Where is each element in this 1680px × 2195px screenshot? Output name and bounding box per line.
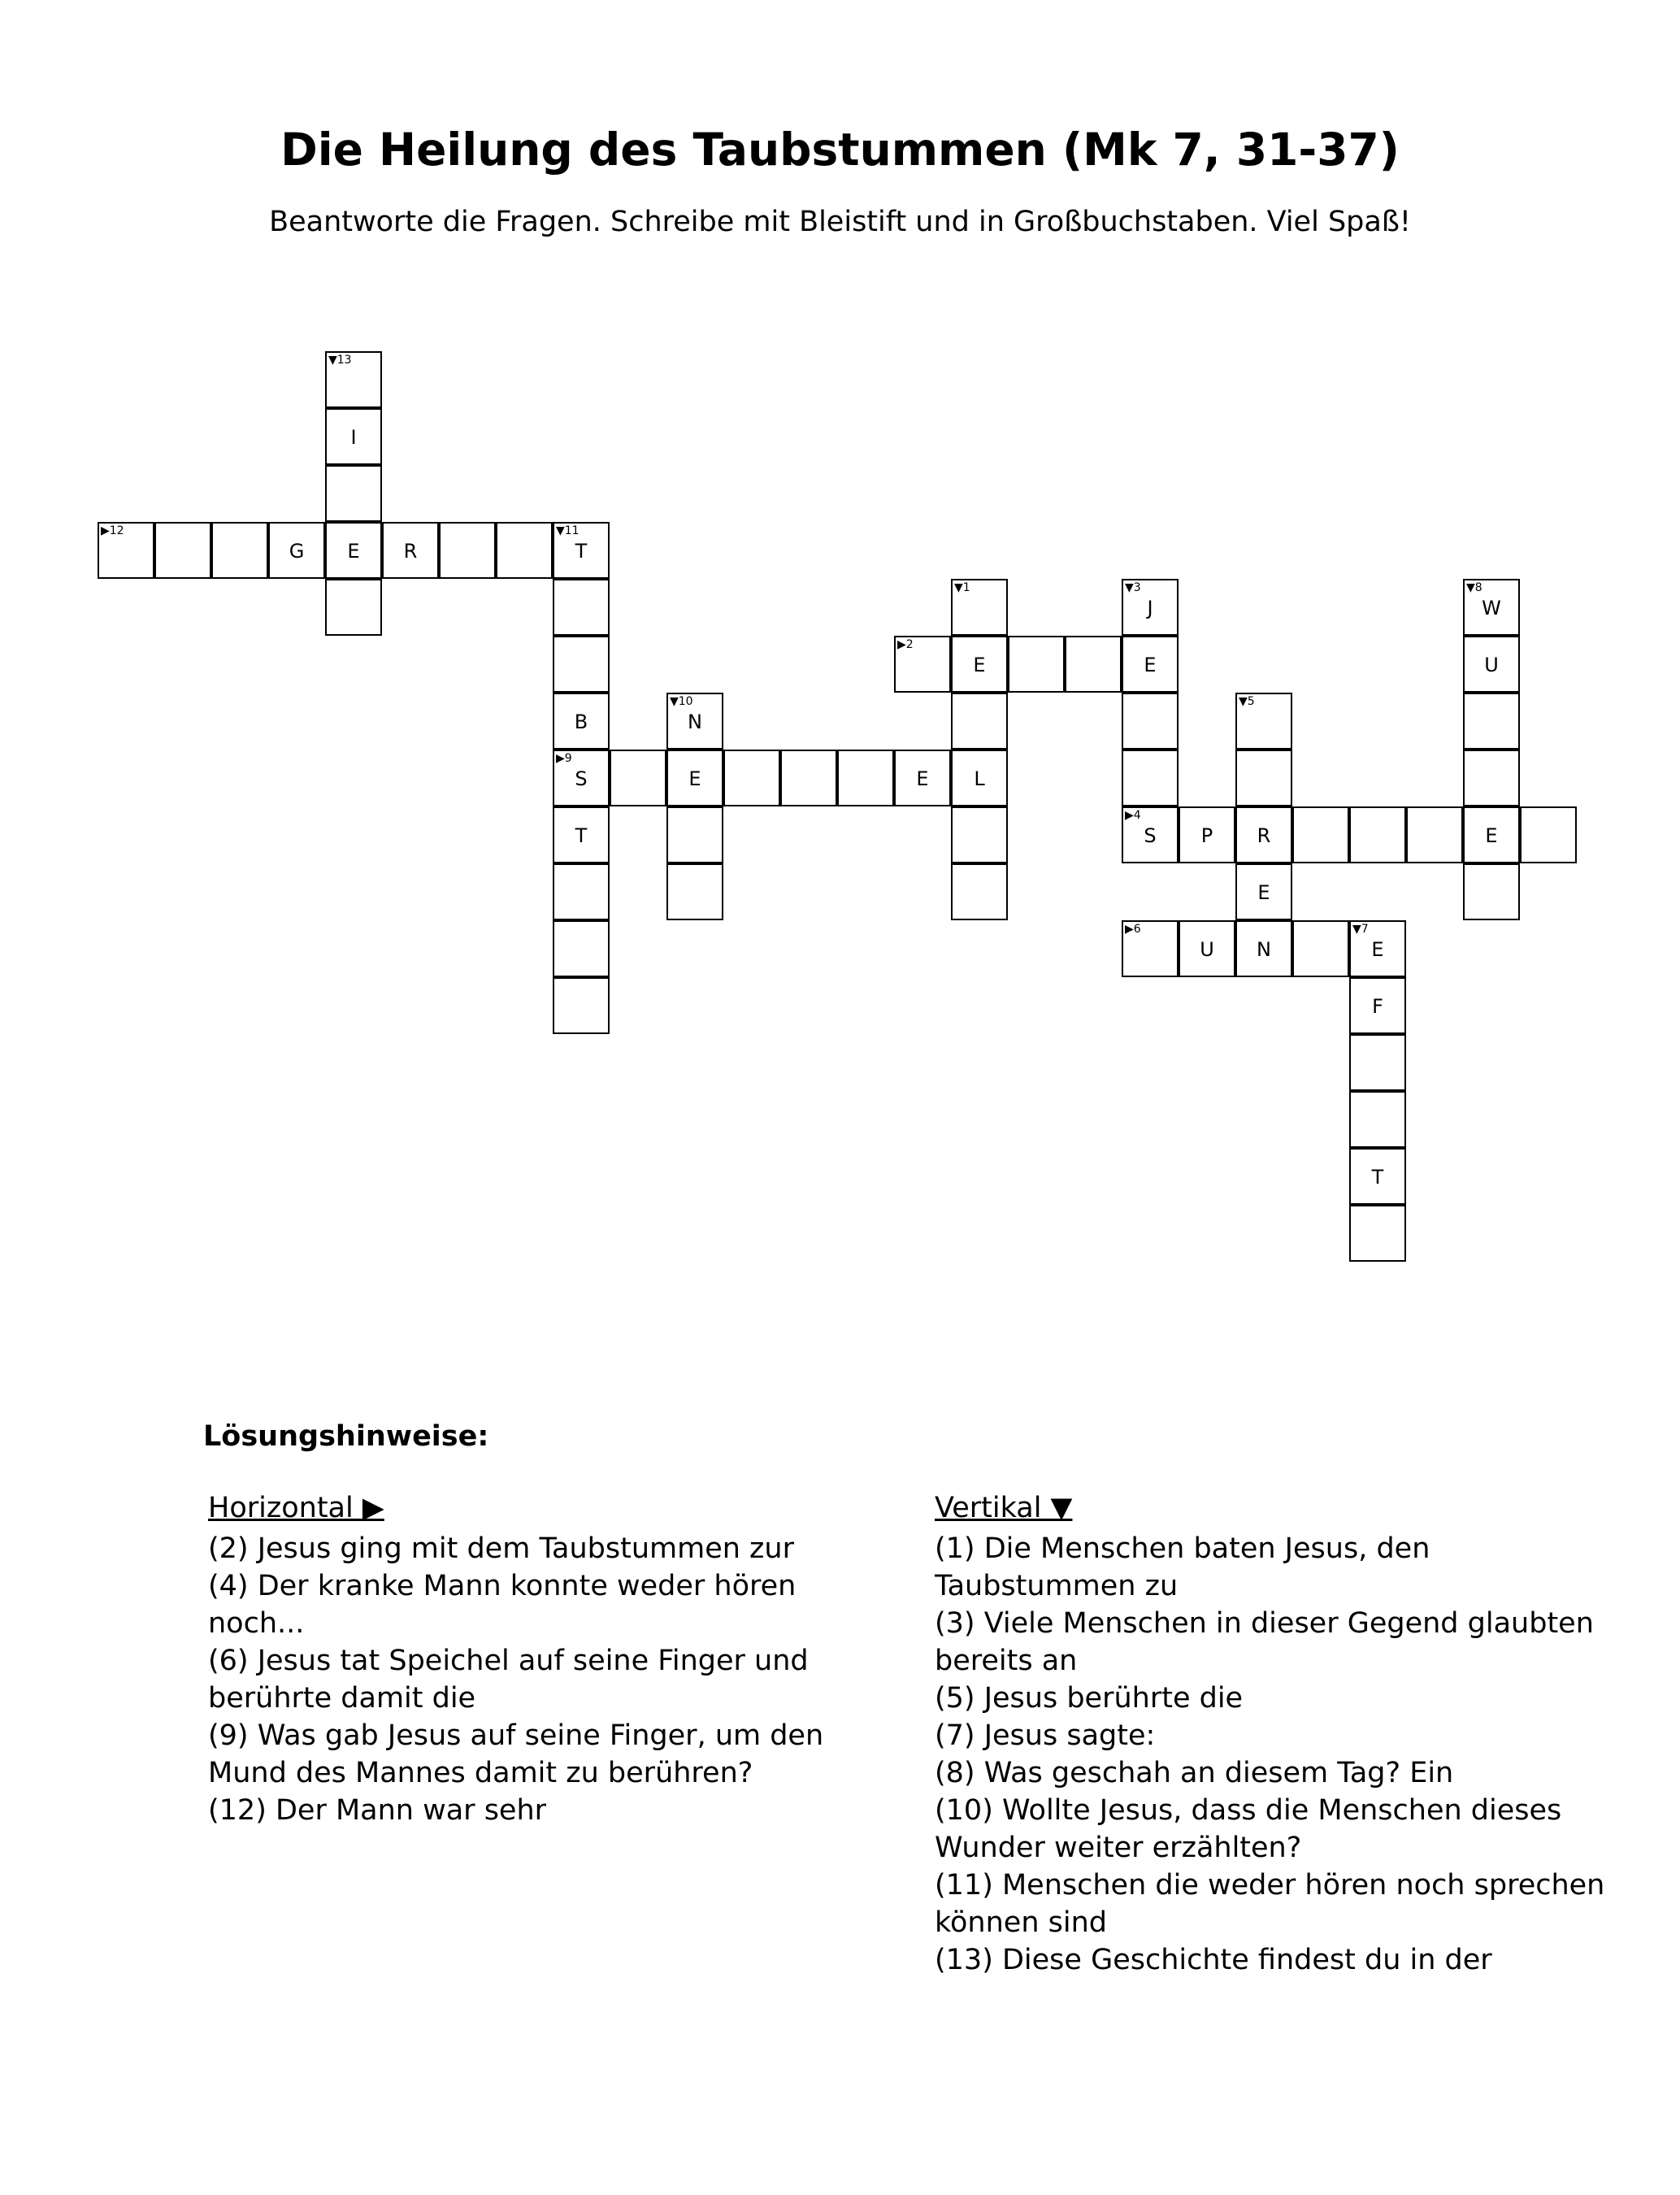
crossword-cell[interactable]	[1122, 806, 1179, 863]
cell-letter: I	[350, 426, 357, 449]
crossword-cell[interactable]	[1235, 863, 1292, 920]
crossword-cell[interactable]	[780, 750, 837, 806]
crossword-cell[interactable]	[666, 806, 723, 863]
crossword-cell[interactable]	[894, 750, 951, 806]
clue-vertical: (8) Was geschah an diesem Tag? Ein	[935, 1757, 1454, 1789]
crossword-cell[interactable]	[1122, 920, 1179, 977]
crossword-cell[interactable]	[951, 863, 1008, 920]
clue-number: ▼7	[1352, 923, 1369, 936]
crossword-cell[interactable]	[1463, 750, 1520, 806]
clue-horizontal: (9) Was gab Jesus auf seine Finger, um den Mund des Mannes damit zu berühren?	[208, 1719, 824, 1789]
cell-letter: F	[1372, 995, 1383, 1018]
crossword-cell[interactable]	[553, 579, 610, 636]
crossword-cell[interactable]	[951, 750, 1008, 806]
crossword-cell[interactable]	[553, 806, 610, 863]
crossword-cell[interactable]	[951, 693, 1008, 750]
cell-letter: N	[688, 711, 702, 733]
crossword-cell[interactable]	[268, 522, 325, 579]
crossword-cell[interactable]	[1065, 636, 1122, 693]
crossword-cell[interactable]	[553, 636, 610, 693]
clue-number: ▼10	[670, 695, 693, 708]
crossword-cell[interactable]	[1235, 806, 1292, 863]
crossword-cell[interactable]	[1235, 750, 1292, 806]
crossword-cell[interactable]	[1235, 920, 1292, 977]
crossword-cell[interactable]	[951, 579, 1008, 636]
cell-letter: N	[1257, 938, 1271, 961]
crossword-cell[interactable]	[553, 977, 610, 1034]
vertical-heading: Vertikal ▼	[935, 1492, 1073, 1524]
clue-number: ▶4	[1125, 809, 1141, 822]
crossword-cell[interactable]	[951, 636, 1008, 693]
cell-letter: W	[1482, 597, 1501, 619]
cell-letter: T	[575, 824, 588, 847]
crossword-cell[interactable]	[1463, 693, 1520, 750]
cell-letter: E	[1144, 654, 1157, 676]
hints-heading: Lösungshinweise:	[203, 1420, 489, 1453]
clue-number: ▼11	[556, 524, 580, 537]
clue-horizontal: (4) Der kranke Mann konnte weder hören noch...	[208, 1570, 797, 1640]
cell-letter: U	[1484, 654, 1499, 676]
cell-letter: E	[1485, 824, 1498, 847]
crossword-cell[interactable]	[1349, 1034, 1406, 1091]
crossword-cell[interactable]	[1463, 806, 1520, 863]
crossword-cell[interactable]	[1520, 806, 1577, 863]
worksheet-title: Die Heilung des Taubstummen (Mk 7, 31-37)	[280, 124, 1400, 176]
crossword-cell[interactable]	[1122, 579, 1179, 636]
clue-number: ▼5	[1239, 695, 1255, 708]
crossword-cell[interactable]	[1349, 806, 1406, 863]
crossword-cell[interactable]	[325, 408, 382, 465]
clue-horizontal: (6) Jesus tat Speichel auf seine Finger und berührte damit die	[208, 1645, 809, 1715]
crossword-cell[interactable]	[894, 636, 951, 693]
cell-letter: E	[973, 654, 986, 676]
cell-letter: P	[1200, 824, 1213, 847]
clue-vertical: (5) Jesus berührte die	[935, 1682, 1244, 1715]
clue-vertical: (11) Menschen die weder hören noch sprechen können sind	[935, 1869, 1605, 1939]
crossword-cell[interactable]	[1292, 806, 1349, 863]
crossword-cell[interactable]	[1349, 1205, 1406, 1262]
crossword-cell[interactable]	[1406, 806, 1463, 863]
crossword-cell[interactable]	[553, 693, 610, 750]
crossword-cell[interactable]	[610, 750, 666, 806]
crossword-cell[interactable]	[666, 750, 723, 806]
clue-number: ▼3	[1125, 581, 1141, 594]
cell-letter: R	[1257, 824, 1271, 847]
crossword-cell[interactable]	[1349, 977, 1406, 1034]
cell-letter: E	[916, 767, 929, 790]
crossword-cell[interactable]	[1122, 693, 1179, 750]
cell-letter: L	[974, 767, 985, 790]
crossword-cell[interactable]	[1122, 750, 1179, 806]
cell-letter: S	[575, 767, 588, 790]
crossword-cell[interactable]	[553, 750, 610, 806]
cell-letter: S	[1144, 824, 1157, 847]
crossword-cell[interactable]	[1292, 920, 1349, 977]
crossword-cell[interactable]	[154, 522, 211, 579]
cell-letter: E	[1371, 938, 1384, 961]
clue-number: ▶9	[556, 752, 572, 765]
crossword-cell[interactable]	[1349, 920, 1406, 977]
crossword-cell[interactable]	[553, 863, 610, 920]
crossword-cell[interactable]	[1122, 636, 1179, 693]
crossword-cell[interactable]	[1463, 636, 1520, 693]
crossword-cell[interactable]	[1349, 1148, 1406, 1205]
crossword-cell[interactable]	[98, 522, 154, 579]
clue-horizontal: (12) Der Mann war sehr	[208, 1794, 547, 1827]
crossword-cell[interactable]	[439, 522, 496, 579]
clue-vertical: (3) Viele Menschen in dieser Gegend glaubten bereits an	[935, 1607, 1594, 1677]
crossword-cell[interactable]	[1235, 693, 1292, 750]
crossword-cell[interactable]	[325, 465, 382, 522]
crossword-cell[interactable]	[1179, 806, 1235, 863]
crossword-cell[interactable]	[553, 920, 610, 977]
crossword-cell[interactable]	[666, 863, 723, 920]
cell-letter: T	[1371, 1166, 1384, 1189]
cell-letter: E	[1257, 881, 1270, 904]
crossword-cell[interactable]	[325, 351, 382, 408]
crossword-cell[interactable]	[1349, 1091, 1406, 1148]
clue-number: ▶12	[101, 524, 124, 537]
crossword-cell[interactable]	[837, 750, 894, 806]
horizontal-heading: Horizontal ▶	[208, 1492, 384, 1524]
crossword-cell[interactable]	[325, 522, 382, 579]
cell-letter: E	[688, 767, 701, 790]
crossword-cell[interactable]	[382, 522, 439, 579]
clue-vertical: (1) Die Menschen baten Jesus, den Taubstummen zu	[935, 1532, 1430, 1602]
crossword-cell[interactable]	[211, 522, 268, 579]
crossword-cell[interactable]	[1463, 863, 1520, 920]
horizontal-clues	[208, 1489, 883, 1829]
clue-vertical: (10) Wollte Jesus, dass die Menschen dieses Wunder weiter erzählten?	[935, 1794, 1562, 1864]
clue-number: ▼8	[1466, 581, 1482, 594]
cell-letter: B	[574, 711, 588, 733]
crossword-cell[interactable]	[1179, 920, 1235, 977]
crossword-cell[interactable]	[553, 522, 610, 579]
crossword-cell[interactable]	[496, 522, 553, 579]
cell-letter: J	[1147, 597, 1153, 619]
cell-letter: E	[347, 540, 360, 563]
clue-number: ▶6	[1125, 923, 1141, 936]
cell-letter: T	[575, 540, 588, 563]
clue-number: ▼1	[954, 581, 970, 594]
cell-letter: U	[1200, 938, 1214, 961]
clue-number: ▼13	[328, 354, 352, 367]
clue-horizontal: (2) Jesus ging mit dem Taubstummen zur	[208, 1532, 794, 1565]
cell-letter: R	[403, 540, 418, 563]
clue-vertical: (13) Diese Geschichte findest du in der	[935, 1944, 1492, 1976]
crossword-cell[interactable]	[723, 750, 780, 806]
crossword-cell[interactable]	[666, 693, 723, 750]
clue-number: ▶2	[897, 638, 914, 651]
clue-vertical: (7) Jesus sagte:	[935, 1719, 1156, 1752]
vertical-clues	[935, 1489, 1609, 1979]
crossword-cell[interactable]	[951, 806, 1008, 863]
worksheet-instructions: Beantworte die Fragen. Schreibe mit Bleistift und in Großbuchstaben. Viel Spaß!	[269, 206, 1411, 238]
crossword-cell[interactable]	[1008, 636, 1065, 693]
cell-letter: G	[289, 540, 305, 563]
crossword-cell[interactable]	[325, 579, 382, 636]
crossword-cell[interactable]	[1463, 579, 1520, 636]
